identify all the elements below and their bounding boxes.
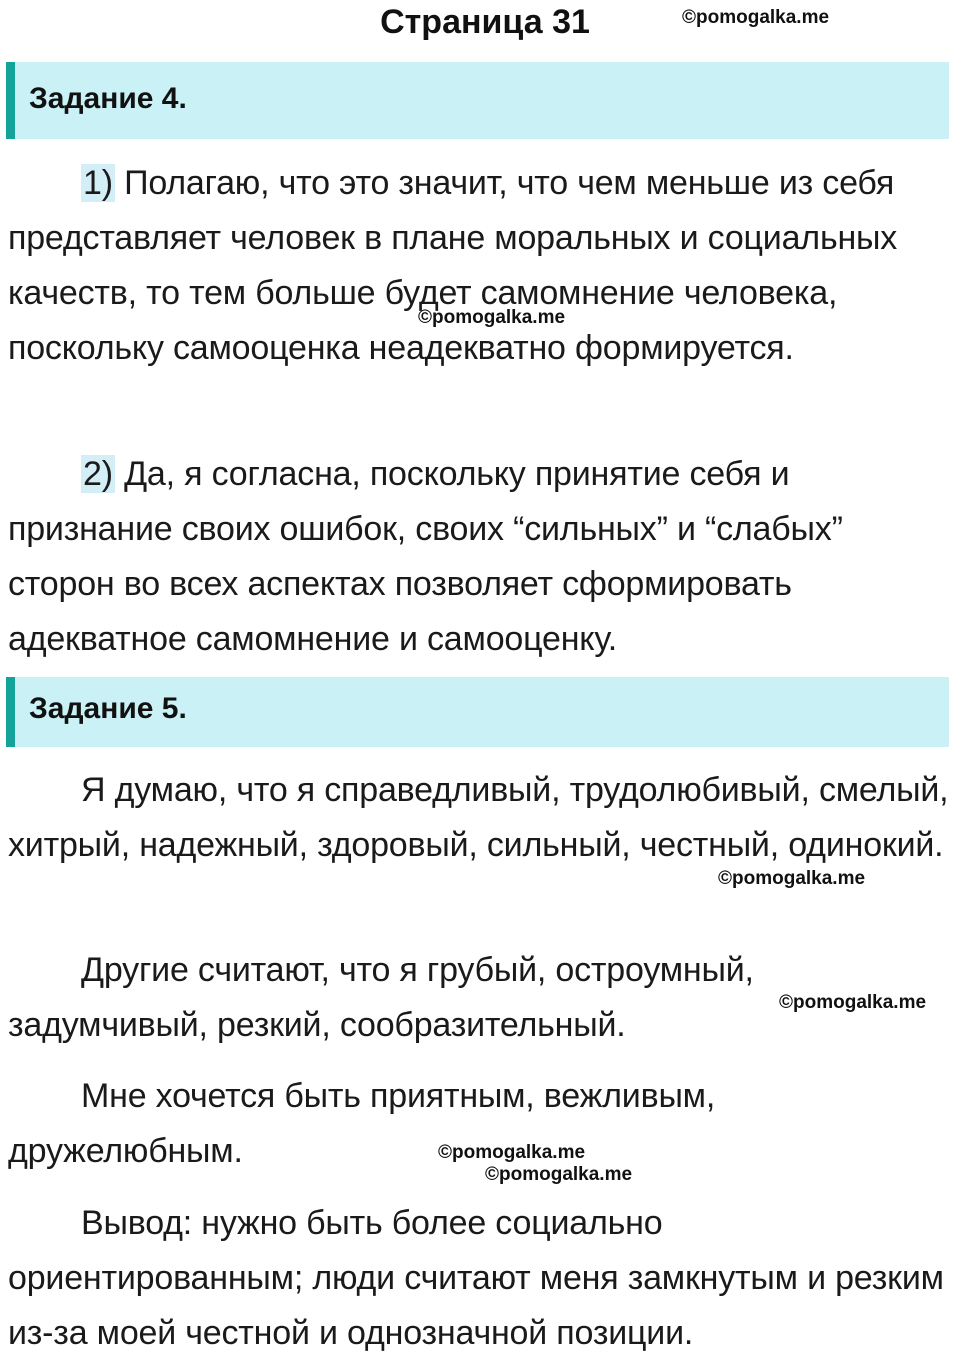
- task-5-paragraph-4: Вывод: нужно быть более социально ориентированным; люди считают меня замкнутым и резким из-за моей честной и однозначной позиции.: [8, 1204, 944, 1352]
- task-4-answer-2: [8, 447, 953, 667]
- watermark-2: ©pomogalka.me: [418, 307, 566, 328]
- task-5-paragraph-2: Другие считают, что я грубый, остроумный, задумчивый, резкий, сообразительный.: [8, 951, 754, 1044]
- task-5-paragraph-1: Я думаю, что я справедливый, трудолюбивый, смелый, хитрый, надежный, здоровый, сильный, честный, одинокий.: [8, 771, 949, 864]
- task-4-answer-1: [8, 156, 953, 376]
- task-4-heading: Задание 4.: [29, 82, 187, 115]
- watermark-top: ©pomogalka.me: [682, 7, 830, 28]
- answer-text-1: Полагаю, что это значит, что чем меньше из себя представляет человек в плане моральных и социальных качеств, то тем больше будет самомнение человека, поскольку самооценка неадекватно формируется.: [8, 164, 898, 367]
- task-4-header: [6, 62, 949, 139]
- watermark-4: ©pomogalka.me: [779, 992, 927, 1013]
- answer-text-2: Да, я согласна, поскольку принятие себя и признание своих ошибок, своих “сильных” и “слабых” сторон во всех аспектах позволяет сформировать адекватное самомнение и самооценку.: [8, 455, 843, 658]
- watermark-3: ©pomogalka.me: [718, 868, 866, 889]
- task-5-header: [6, 677, 949, 747]
- task-5-paragraph-3: Мне хочется быть приятным, вежливым, дружелюбным.: [8, 1077, 716, 1170]
- answer-number-1: 1): [83, 164, 113, 202]
- task-5-heading: Задание 5.: [29, 692, 187, 725]
- page-title: Страница 31: [380, 3, 590, 41]
- answer-number-2: 2): [83, 455, 113, 493]
- watermark-5: ©pomogalka.me: [438, 1142, 586, 1163]
- watermark-6: ©pomogalka.me: [485, 1164, 633, 1185]
